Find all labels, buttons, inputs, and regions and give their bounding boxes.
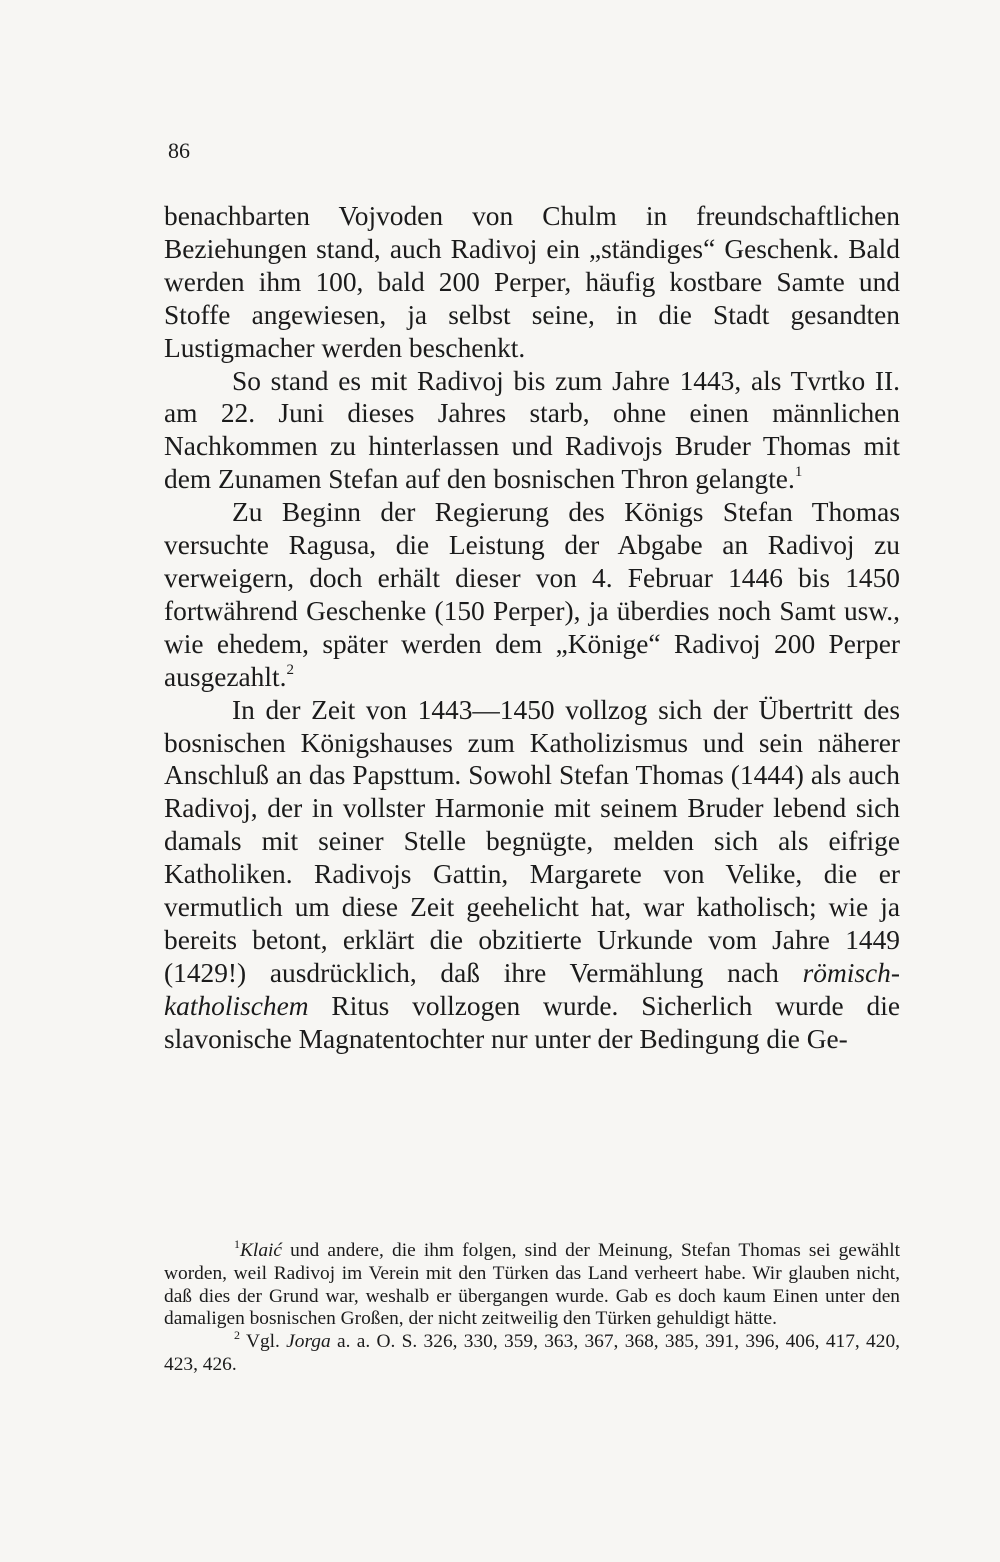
footnote-1-marker: 1	[234, 1237, 240, 1251]
paragraph-3	[164, 496, 900, 693]
paragraph-2-text: So stand es mit Radivoj bis zum Jahre 1443, als Tvrtko II. am 22. Juni dieses Jahres starb, ohne einen männlichen Nachkommen zu hinterlassen und Radivojs Bruder Thomas mit dem Zunamen Stefan auf den bosnischen Thron gelangte.	[164, 365, 900, 495]
footnote-ref-1: 1	[794, 464, 803, 481]
footnote-2-text: a. a. O. S. 326, 330, 359, 363, 367, 368, 385, 391, 396, 406, 417, 420, 423, 426.	[164, 1331, 900, 1375]
paragraph-4-text-b: Ritus vollzogen wurde. Sicherlich wurde die slavonische Magnatentochter nur unter der Bedingung die Ge-	[164, 990, 900, 1054]
footnote-1	[164, 1237, 900, 1331]
footnote-2-prefix: Vgl.	[240, 1331, 287, 1353]
main-text	[164, 200, 900, 1056]
paragraph-4-text-a: In der Zeit von 1443—1450 vollzog sich der Übertritt des bosnischen Königshauses zum Katholizismus und sein näherer Anschluß an das Papsttum. Sowohl Stefan Thomas (1444) als auch Radivoj, der in vollster Harmonie mit seinem Bruder lebend sich damals mit seiner Stelle begnügte, melden sich als eifrige Katholiken. Radivojs Gattin, Margarete von Velike, die er vermutlich um diese Zeit geehelicht hat, war katholisch; wie ja bereits betont, erklärt die obzitierte Urkunde vom Jahre 1449 (1429!) ausdrücklich, daß ihre Vermählung nach	[164, 694, 900, 988]
paragraph-4-emphasis: römisch-katholischem	[164, 957, 900, 1021]
paragraph-1: benachbarten Vojvoden von Chulm in freundschaftlichen Beziehungen stand, auch Radivoj ein „ständiges“ Geschenk. Bald werden ihm 100, bald 200 Perper, häufig kostbare Samte und Stoffe angewiesen, ja selbst seine, in die Stadt gesandten Lustigmacher werden beschenkt.	[164, 201, 900, 363]
footnotes	[164, 1237, 900, 1377]
footnote-2-author: Jorga	[286, 1331, 331, 1353]
paragraph-2	[164, 365, 900, 497]
footnote-1-text: und andere, die ihm folgen, sind der Meinung, Stefan Thomas sei gewählt worden, weil Radivoj im Verein mit den Türken das Land verheert habe. Wir glauben nicht, daß dies der Grund war, weshalb er übergangen wurde. Gab es doch kaum Einen unter den damaligen bosnischen Großen, der nicht zeitweilig den Türken gehuldigt hätte.	[164, 1240, 900, 1330]
footnote-2	[164, 1328, 900, 1377]
paragraph-3-text: Zu Beginn der Regierung des Königs Stefan Thomas versuchte Ragusa, die Leistung der Abgabe an Radivoj zu verweigern, doch erhält dieser von 4. Februar 1446 bis 1450 fortwährend Geschenke (150 Perper), ja überdies noch Samt usw., wie ehedem, später werden dem „Könige“ Radivoj 200 Perper ausgezahlt.	[164, 497, 900, 692]
footnote-1-author: Klaić	[240, 1240, 283, 1261]
footnote-2-marker: 2	[234, 1328, 240, 1343]
footnote-ref-2: 2	[286, 661, 294, 678]
paragraph-4	[164, 694, 900, 1056]
page-number: 86	[168, 138, 190, 163]
